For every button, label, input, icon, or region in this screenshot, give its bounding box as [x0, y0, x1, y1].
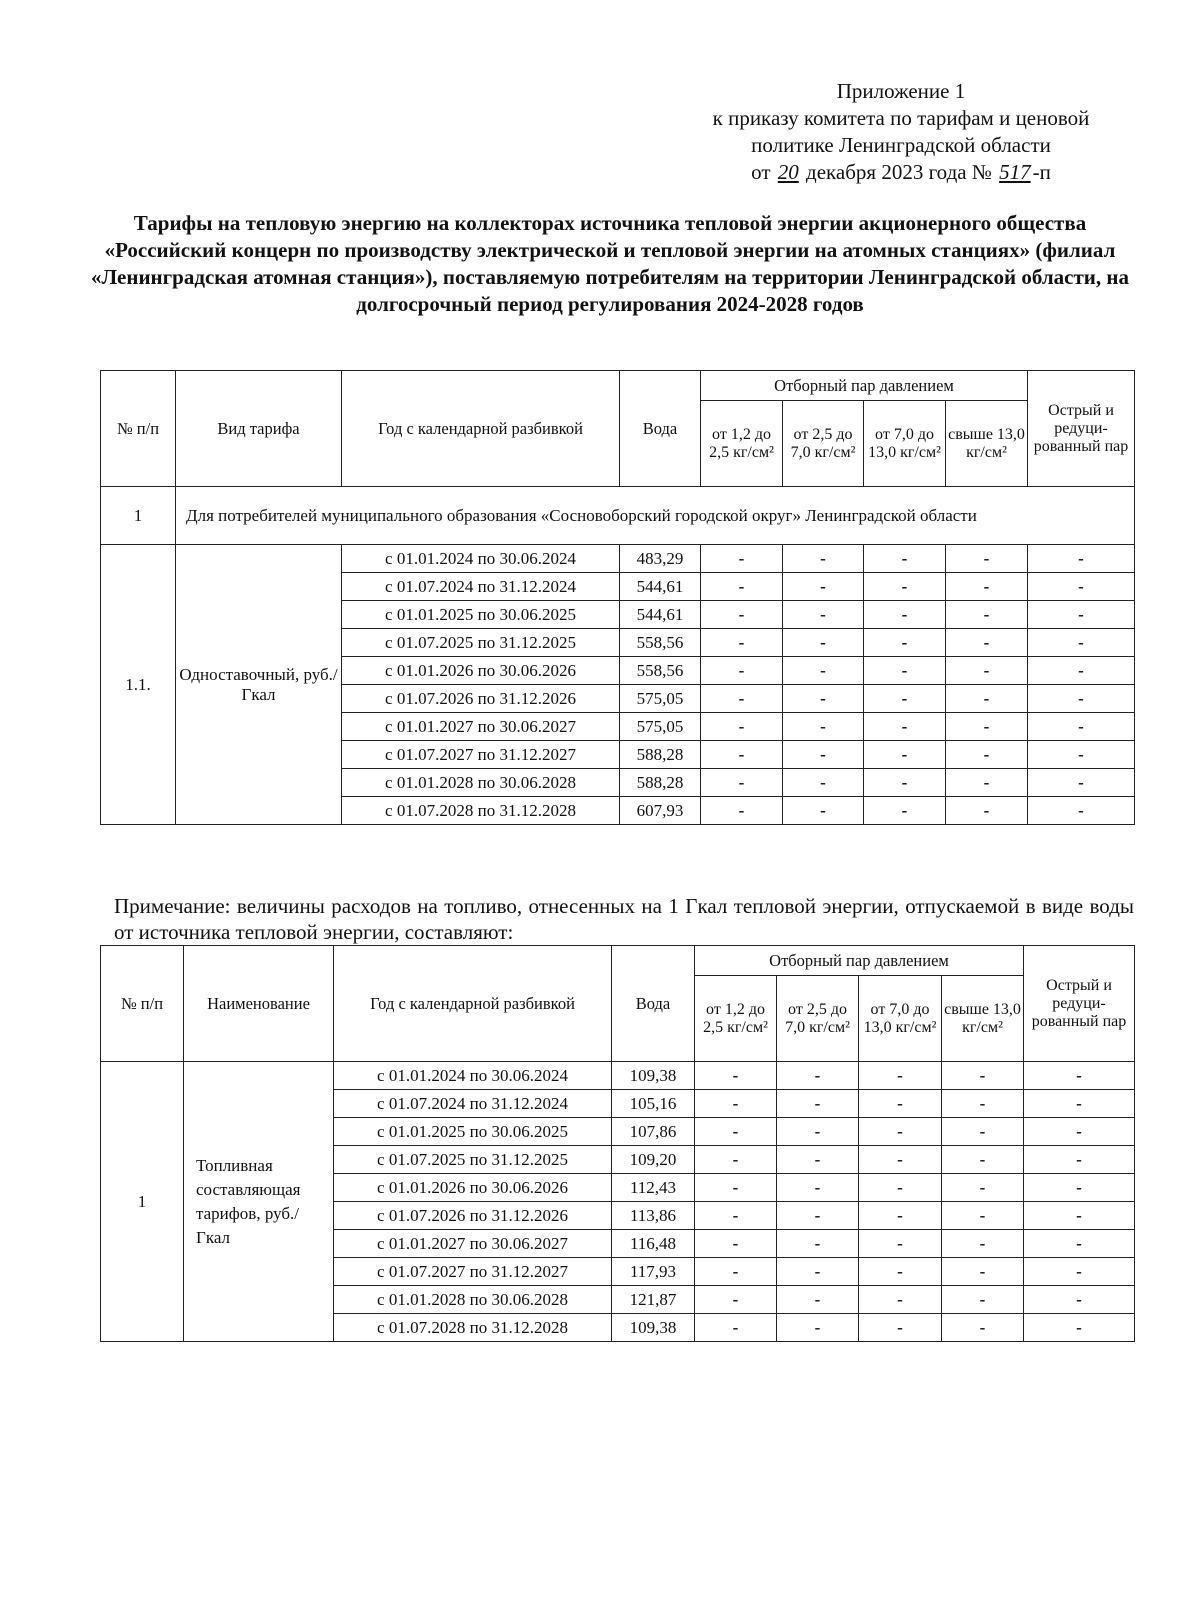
- header-num: № п/п: [101, 371, 176, 487]
- header-pressure-3: от 7,0 до 13,0 кг/см²: [864, 401, 946, 487]
- dash-cell: -: [1028, 545, 1135, 573]
- water-value-cell: 483,29: [620, 545, 701, 573]
- dash-cell: -: [942, 1258, 1024, 1286]
- dash-cell: -: [701, 629, 783, 657]
- tariff-table: [100, 370, 1135, 825]
- dash-cell: -: [859, 1174, 942, 1202]
- note-text: Примечание: величины расходов на топливо, отнесенных на 1 Гкал тепловой энергии, отпускаемой в виде воды от источника тепловой энергии, составляют:: [114, 894, 1134, 944]
- dash-cell: -: [695, 1202, 777, 1230]
- dash-cell: -: [864, 657, 946, 685]
- water-value-cell: 112,43: [612, 1174, 695, 1202]
- period-cell: с 01.07.2025 по 31.12.2025: [334, 1146, 612, 1174]
- dash-cell: -: [1024, 1202, 1135, 1230]
- item-num: 1: [101, 1062, 184, 1342]
- water-value-cell: 575,05: [620, 713, 701, 741]
- dash-cell: -: [864, 685, 946, 713]
- dash-cell: -: [859, 1258, 942, 1286]
- dash-cell: -: [695, 1230, 777, 1258]
- water-value-cell: 109,20: [612, 1146, 695, 1174]
- dash-cell: -: [859, 1062, 942, 1090]
- dash-cell: -: [783, 601, 864, 629]
- dash-cell: -: [701, 573, 783, 601]
- dash-cell: -: [1028, 685, 1135, 713]
- period-cell: с 01.01.2025 по 30.06.2025: [334, 1118, 612, 1146]
- dash-cell: -: [946, 573, 1028, 601]
- dash-cell: -: [859, 1090, 942, 1118]
- period-cell: с 01.07.2024 по 31.12.2024: [334, 1090, 612, 1118]
- dash-cell: -: [695, 1174, 777, 1202]
- dash-cell: -: [783, 741, 864, 769]
- water-value-cell: 558,56: [620, 657, 701, 685]
- period-cell: с 01.01.2026 по 30.06.2026: [342, 657, 620, 685]
- water-value-cell: 544,61: [620, 601, 701, 629]
- dash-cell: -: [701, 685, 783, 713]
- period-cell: с 01.07.2028 по 31.12.2028: [342, 797, 620, 825]
- date-prefix: от: [751, 160, 771, 184]
- dash-cell: -: [946, 629, 1028, 657]
- dash-cell: -: [864, 713, 946, 741]
- header-acute-steam: Острый и редуци-рованный пар: [1028, 371, 1135, 487]
- dash-cell: -: [864, 741, 946, 769]
- dash-cell: -: [1024, 1174, 1135, 1202]
- header-pressure-4: свыше 13,0 кг/см²: [946, 401, 1028, 487]
- handwritten-number: 517: [999, 160, 1031, 184]
- fuel-component-table: [100, 945, 1135, 1342]
- water-value-cell: 588,28: [620, 769, 701, 797]
- handwritten-day: 20: [777, 160, 799, 184]
- dash-cell: -: [864, 769, 946, 797]
- header-kind: Вид тарифа: [176, 371, 342, 487]
- dash-cell: -: [777, 1286, 859, 1314]
- dash-cell: -: [946, 685, 1028, 713]
- header-pressure-1: от 1,2 до 2,5 кг/см²: [701, 401, 783, 487]
- period-cell: с 01.01.2026 по 30.06.2026: [334, 1174, 612, 1202]
- dash-cell: -: [783, 769, 864, 797]
- dash-cell: -: [1024, 1118, 1135, 1146]
- dash-cell: -: [864, 797, 946, 825]
- water-value-cell: 575,05: [620, 685, 701, 713]
- dash-cell: -: [695, 1146, 777, 1174]
- table-row: [101, 545, 1135, 573]
- dash-cell: -: [1028, 713, 1135, 741]
- header-steam-group: Отборный пар давлением: [695, 946, 1024, 976]
- dash-cell: -: [942, 1174, 1024, 1202]
- dash-cell: -: [864, 629, 946, 657]
- dash-cell: -: [1028, 601, 1135, 629]
- period-cell: с 01.01.2025 по 30.06.2025: [342, 601, 620, 629]
- table-row: [101, 1062, 1135, 1090]
- header-water: Вода: [620, 371, 701, 487]
- dash-cell: -: [783, 657, 864, 685]
- dash-cell: -: [859, 1146, 942, 1174]
- dash-cell: -: [783, 573, 864, 601]
- period-cell: с 01.01.2027 по 30.06.2027: [342, 713, 620, 741]
- dash-cell: -: [695, 1062, 777, 1090]
- dash-cell: -: [783, 629, 864, 657]
- water-value-cell: 109,38: [612, 1314, 695, 1342]
- header-steam-group: Отборный пар давлением: [701, 371, 1028, 401]
- header-year: Год с календарной разбивкой: [334, 946, 612, 1062]
- dash-cell: -: [942, 1202, 1024, 1230]
- header-pressure-1: от 1,2 до 2,5 кг/см²: [695, 976, 777, 1062]
- dash-cell: -: [1028, 657, 1135, 685]
- water-value-cell: 588,28: [620, 741, 701, 769]
- appendix-line-3: политике Ленинградской области: [751, 133, 1051, 157]
- dash-cell: -: [859, 1286, 942, 1314]
- dash-cell: -: [701, 769, 783, 797]
- dash-cell: -: [783, 685, 864, 713]
- dash-cell: -: [942, 1286, 1024, 1314]
- header-pressure-2: от 2,5 до 7,0 кг/см²: [783, 401, 864, 487]
- dash-cell: -: [695, 1090, 777, 1118]
- dash-cell: -: [701, 657, 783, 685]
- dash-cell: -: [859, 1230, 942, 1258]
- period-cell: с 01.07.2024 по 31.12.2024: [342, 573, 620, 601]
- header-num: № п/п: [101, 946, 184, 1062]
- dash-cell: -: [942, 1146, 1024, 1174]
- dash-cell: -: [701, 601, 783, 629]
- dash-cell: -: [1024, 1258, 1135, 1286]
- appendix-line-2: к приказу комитета по тарифам и ценовой: [712, 106, 1090, 130]
- document-title: Тарифы на тепловую энергию на коллекторах источника тепловой энергии акционерного общества «Российский концерн по производству электрической и тепловой энергии на атомных станциях» (филиал «Ленинградская атомная станция»), поставляемую потребителям на территории Ленинградской области, на долгосрочный период регулирования 2024-2028 годов: [91, 211, 1129, 316]
- dash-cell: -: [942, 1118, 1024, 1146]
- dash-cell: -: [777, 1174, 859, 1202]
- water-value-cell: 113,86: [612, 1202, 695, 1230]
- dash-cell: -: [701, 741, 783, 769]
- dash-cell: -: [1028, 629, 1135, 657]
- dash-cell: -: [942, 1230, 1024, 1258]
- water-value-cell: 544,61: [620, 573, 701, 601]
- period-cell: с 01.07.2027 по 31.12.2027: [342, 741, 620, 769]
- dash-cell: -: [942, 1090, 1024, 1118]
- dash-cell: -: [695, 1118, 777, 1146]
- dash-cell: -: [777, 1258, 859, 1286]
- water-value-cell: 558,56: [620, 629, 701, 657]
- water-value-cell: 109,38: [612, 1062, 695, 1090]
- dash-cell: -: [777, 1230, 859, 1258]
- dash-cell: -: [942, 1062, 1024, 1090]
- dash-cell: -: [1024, 1286, 1135, 1314]
- dash-cell: -: [946, 769, 1028, 797]
- period-cell: с 01.07.2028 по 31.12.2028: [334, 1314, 612, 1342]
- dash-cell: -: [701, 797, 783, 825]
- dash-cell: -: [695, 1258, 777, 1286]
- dash-cell: -: [864, 545, 946, 573]
- dash-cell: -: [942, 1314, 1024, 1342]
- water-value-cell: 116,48: [612, 1230, 695, 1258]
- group-num: 1: [101, 487, 176, 545]
- item-label: Топливная составляющая тарифов, руб./Гкал: [184, 1062, 334, 1342]
- dash-cell: -: [1024, 1314, 1135, 1342]
- dash-cell: -: [1024, 1090, 1135, 1118]
- header-pressure-2: от 2,5 до 7,0 кг/см²: [777, 976, 859, 1062]
- dash-cell: -: [1028, 573, 1135, 601]
- period-cell: с 01.07.2026 по 31.12.2026: [334, 1202, 612, 1230]
- dash-cell: -: [777, 1146, 859, 1174]
- header-year: Год с календарной разбивкой: [342, 371, 620, 487]
- dash-cell: -: [859, 1118, 942, 1146]
- dash-cell: -: [1024, 1230, 1135, 1258]
- item-num: 1.1.: [101, 545, 176, 825]
- date-middle: декабря 2023 года №: [806, 160, 992, 184]
- header-name: Наименование: [184, 946, 334, 1062]
- water-value-cell: 105,16: [612, 1090, 695, 1118]
- dash-cell: -: [946, 657, 1028, 685]
- water-value-cell: 607,93: [620, 797, 701, 825]
- dash-cell: -: [946, 797, 1028, 825]
- dash-cell: -: [946, 545, 1028, 573]
- header-water: Вода: [612, 946, 695, 1062]
- dash-cell: -: [1028, 769, 1135, 797]
- number-suffix: -п: [1032, 160, 1051, 184]
- dash-cell: -: [777, 1202, 859, 1230]
- dash-cell: -: [701, 545, 783, 573]
- dash-cell: -: [783, 797, 864, 825]
- dash-cell: -: [777, 1314, 859, 1342]
- period-cell: с 01.01.2024 по 30.06.2024: [334, 1062, 612, 1090]
- dash-cell: -: [859, 1314, 942, 1342]
- dash-cell: -: [859, 1202, 942, 1230]
- appendix-line-1: Приложение 1: [836, 79, 966, 103]
- period-cell: с 01.07.2027 по 31.12.2027: [334, 1258, 612, 1286]
- water-value-cell: 107,86: [612, 1118, 695, 1146]
- dash-cell: -: [777, 1062, 859, 1090]
- dash-cell: -: [1024, 1062, 1135, 1090]
- appendix-date-line: [676, 159, 1126, 186]
- period-cell: с 01.07.2026 по 31.12.2026: [342, 685, 620, 713]
- group-label: Для потребителей муниципального образования «Сосновоборский городской округ» Ленинградской области: [176, 487, 1135, 545]
- dash-cell: -: [864, 601, 946, 629]
- dash-cell: -: [701, 713, 783, 741]
- dash-cell: -: [695, 1286, 777, 1314]
- dash-cell: -: [946, 741, 1028, 769]
- water-value-cell: 117,93: [612, 1258, 695, 1286]
- header-pressure-4: свыше 13,0 кг/см²: [942, 976, 1024, 1062]
- dash-cell: -: [783, 545, 864, 573]
- dash-cell: -: [1028, 797, 1135, 825]
- dash-cell: -: [946, 601, 1028, 629]
- period-cell: с 01.07.2025 по 31.12.2025: [342, 629, 620, 657]
- dash-cell: -: [864, 573, 946, 601]
- appendix-header: [676, 78, 1126, 186]
- water-value-cell: 121,87: [612, 1286, 695, 1314]
- dash-cell: -: [783, 713, 864, 741]
- period-cell: с 01.01.2024 по 30.06.2024: [342, 545, 620, 573]
- period-cell: с 01.01.2028 по 30.06.2028: [342, 769, 620, 797]
- dash-cell: -: [695, 1314, 777, 1342]
- dash-cell: -: [1028, 741, 1135, 769]
- item-label: Одноставочный, руб./Гкал: [176, 545, 342, 825]
- dash-cell: -: [1024, 1146, 1135, 1174]
- period-cell: с 01.01.2028 по 30.06.2028: [334, 1286, 612, 1314]
- header-acute-steam: Острый и редуци-рованный пар: [1024, 946, 1135, 1062]
- header-pressure-3: от 7,0 до 13,0 кг/см²: [859, 976, 942, 1062]
- dash-cell: -: [946, 713, 1028, 741]
- dash-cell: -: [777, 1090, 859, 1118]
- dash-cell: -: [777, 1118, 859, 1146]
- period-cell: с 01.01.2027 по 30.06.2027: [334, 1230, 612, 1258]
